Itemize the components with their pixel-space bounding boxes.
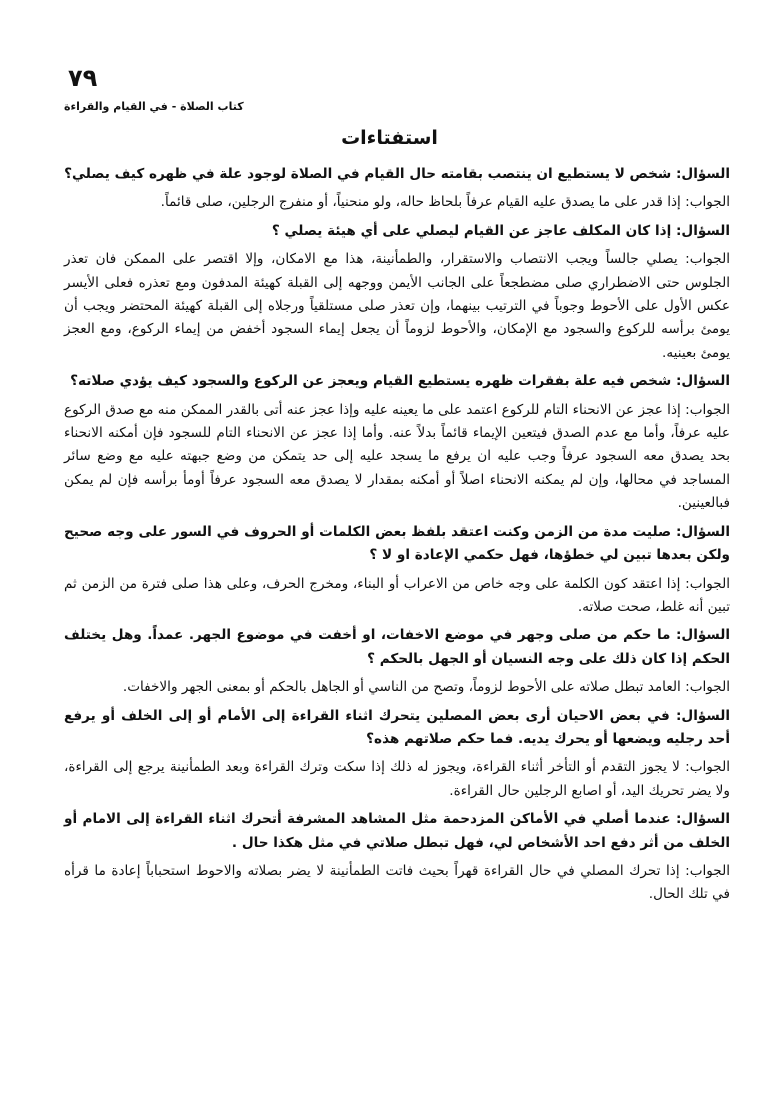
page-number: ٧٩ <box>68 64 98 92</box>
question-text: السؤال: صليت مدة من الزمن وكنت اعتقد بلفظ بعض الكلمات أو الحروف في السور على وجه صحيح ولكن بعدها تبين لي خطؤها، فهل حكمي الإعادة او لا ؟ <box>64 523 730 564</box>
question-text: السؤال: عندما أصلي في الأماكن المزدحمة مثل المشاهد المشرفة أتحرك اثناء القراءة إلى الامام أو الخلف من أثر دفع احد الأشخاص لي، فهل تبطل صلاتي في مثل هكذا حال . <box>64 811 730 851</box>
question-text: السؤال: شخص لا يستطيع ان ينتصب بقامته حال القيام في الصلاة لوجود علة في ظهره كيف يصلي؟ <box>64 166 730 182</box>
question-text: السؤال: إذا كان المكلف عاجز عن القيام ليصلي على أي هيئة يصلي ؟ <box>271 222 730 239</box>
question-text: السؤال: شخص فيه علة بفقرات ظهره يستطيع القيام ويعجز عن الركوع والسجود كيف يؤدي صلاته؟ <box>70 373 730 390</box>
section-title: استفتاءات <box>341 127 438 149</box>
answer-text: الجواب: العامد تبطل صلاته على الأحوط لزوماً، وتصح من الناسي أو الجاهل بالحكم أو بمعنى الجهر والاخفات. <box>122 679 730 696</box>
running-header: كتاب الصلاة - في القيام والقراءة <box>64 100 244 113</box>
question-text: السؤال: ما حكم من صلى وجهر في موضع الاخفات، او أخفت في موضوع الجهر. عمداً. وهل يختلف الحكم إذا كان ذلك على وجه النسيان أو الجهل بالحكم ؟ <box>64 627 730 667</box>
qa-content <box>64 163 730 912</box>
answer-text: الجواب: لا يجوز التقدم أو التأخر أثناء القراءة، ويجوز له ذلك إذا سكت وترك القراءة وبعد الطمأنينة يرجع إلى القراءة، ولا يضر تحريك اليد، أو اصابع الرجلين حال القراءة. <box>64 759 730 799</box>
answer-text: الجواب: إذا اعتقد كون الكلمة على وجه خاص من الاعراب أو البناء، ومخرج الحرف، وعلى هذا صلى فترة من الزمن ثم تبين أنه غلط، صحت صلاته. <box>64 575 730 615</box>
answer-text: الجواب: إذا قدر على ما يصدق عليه القيام عرفاً بلحاظ حاله، ولو منحنياً، أو منفرج الرجلين، صلى قائماً. <box>160 194 730 211</box>
question-text: السؤال: في بعض الاحيان أرى بعض المصلين يتحرك اثناء القراءة إلى الأمام أو إلى الخلف أو يرفع أحد رجليه ويضعها أو يحرك يديه. فما حكم صلاتهم هذه؟ <box>64 707 730 747</box>
answer-text: الجواب: إذا تحرك المصلي في حال القراءة قهراً بحيث فاتت الطمأنينة لا يضر بصلاته والاحوط استحباباً إعادة ما قرأه في تلك الحال. <box>64 862 730 903</box>
answer-text: الجواب: إذا عجز عن الانحناء التام للركوع اعتمد على ما يعينه عليه وإذا عجز عنه أتى بالقدر الممكن منه مع صدق الركوع عليه عرفاً، وأما مع عدم الصدق فيتعين الإيماء قائماً بدلاً عنه. وأما إذا عجز عن الانحناء التام للسجود فإن أمكنه الانحناء بحد يصدق معه السجود عرفاً وجب عليه ان يرفع ما يسجد عليه إلى حد يتمكن من وضع جبهته عليه مع وضع سائر المساجد في محالها، وإن لم يمكنه الانحناء اصلاً أو أمكنه بمقدار لا يصدق معه السجود عرفاً أومأ برأسه فإن لم يمكن فبالعينين. <box>64 401 730 512</box>
answer-text: الجواب: يصلي جالساً ويجب الانتصاب والاستقرار، والطمأنينة، هذا مع الامكان، وإلا اقتصر على الممكن فان تعذر الجلوس حتى الاضطراري صلى مضطجعاً على الجانب الأيمن ووجهه إلى القبلة كهيئة المدفون ومع تعذره فعلى الأيسر عكس الأول على الأحوط وجوباً في الترتيب بينهما، وإن تعذر صلى مستلقياً ورجلاه إلى القبلة كهيئة المحتضر ويجب أن يومئ برأسه للركوع والسجود مع الإمكان، والأحوط لزوماً أن يجعل إيماء السجود أخفض من إيماء الركوع، ومع العجز يومئ بعينيه. <box>64 251 730 361</box>
